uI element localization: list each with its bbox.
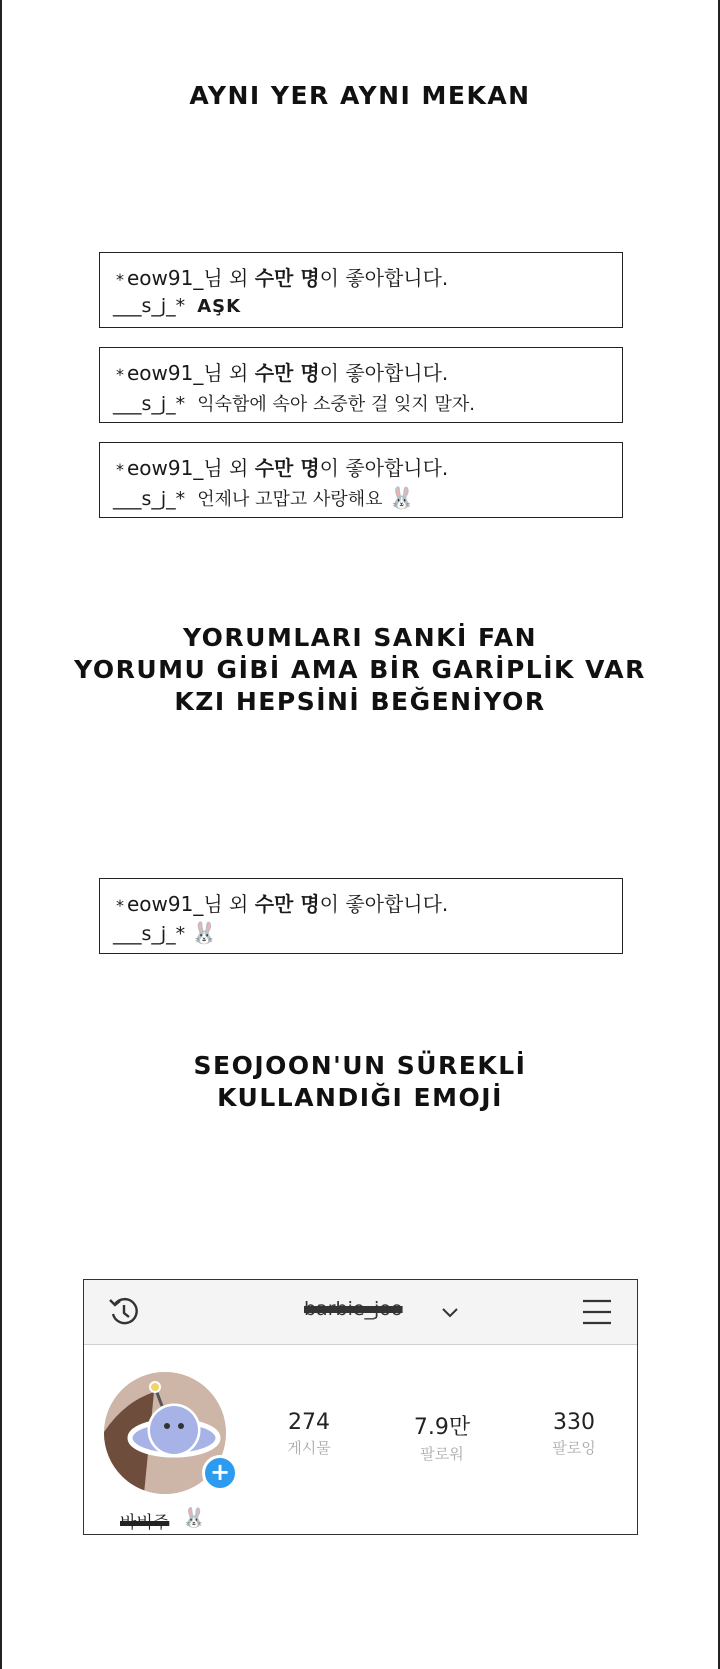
- caption-bottom: SEOJOON'UN SÜREKLİ KULLANDIĞI EMOJİ: [193, 1051, 527, 1112]
- profile-display-name: 바비주: [120, 1513, 170, 1533]
- history-icon[interactable]: [106, 1294, 142, 1330]
- followers-stat[interactable]: 7.9만 팔로워: [413, 1415, 471, 1463]
- comment-line: ___s_j_* 언제나 고맙고 사랑해요 🐰: [113, 486, 415, 510]
- like-summary: * eow91_님 외 수만 명이 좋아합니다.: [116, 266, 449, 290]
- like-summary: * eow91_님 외 수만 명이 좋아합니다.: [116, 892, 449, 916]
- rabbit-emoji-icon: 🐰: [388, 486, 415, 510]
- profile-username[interactable]: barbie_joo: [304, 1298, 403, 1320]
- comment-line: ___s_j_* AŞK: [113, 295, 242, 317]
- comment-line: ___s_j_* 익숙함에 속아 소중한 걸 잊지 말자.: [113, 393, 475, 415]
- like-summary: * eow91_님 외 수만 명이 좋아합니다.: [116, 361, 449, 385]
- menu-icon[interactable]: [581, 1298, 613, 1326]
- instagram-profile-card: [83, 1279, 638, 1535]
- like-summary: * eow91_님 외 수만 명이 좋아합니다.: [116, 456, 449, 480]
- posts-stat[interactable]: 274 게시물: [287, 1410, 331, 1457]
- like-box-4: [99, 878, 623, 954]
- following-stat[interactable]: 330 팔로잉: [552, 1410, 596, 1457]
- chevron-down-icon[interactable]: [440, 1302, 460, 1322]
- comment-line: ___s_j_* 🐰: [113, 921, 218, 945]
- rabbit-emoji-icon: 🐰: [182, 1507, 206, 1529]
- panel-border-left: [0, 0, 2, 1669]
- add-story-icon[interactable]: +: [202, 1455, 238, 1491]
- like-box-3: [99, 442, 623, 518]
- like-box-2: [99, 347, 623, 423]
- caption-top: AYNI YER AYNI MEKAN: [189, 81, 531, 110]
- rabbit-emoji-icon: 🐰: [191, 921, 218, 945]
- like-box-1: [99, 252, 623, 328]
- profile-top-bar: [84, 1280, 637, 1345]
- caption-middle: YORUMLARI SANKİ FAN YORUMU GİBİ AMA BİR GARİPLİK VAR KZI HEPSİNİ BEĞENİYOR: [74, 623, 646, 716]
